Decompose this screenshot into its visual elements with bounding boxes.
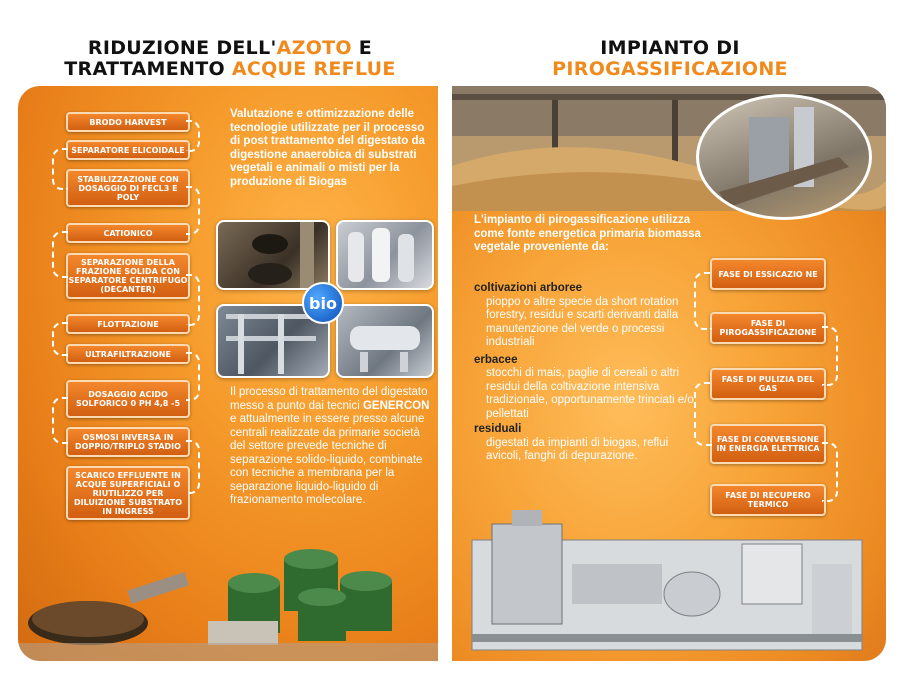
biomass-sources: [474, 282, 704, 464]
flow-connector: [186, 120, 200, 152]
section-body: digestati da impianti di biogas, reflui avicoli, fanghi di depurazione.: [486, 436, 669, 462]
left-title: [40, 38, 420, 80]
phase-connector: [822, 442, 838, 502]
flow-step: STABILIZZAZIONE CON DOSAGGIO DI FECL3 E POLY: [66, 169, 190, 207]
flow-step: CATIONICO: [66, 223, 190, 243]
right-intro-text: L'impianto di pirogassificazione utilizza come fonte energetica primaria biomassa vegetale proveniente da:: [474, 214, 701, 253]
body-text-part: Il processo di trattamento del digestato messo a punto dai tecnici: [230, 386, 428, 412]
right-title-line2: PIROGASSIFICAZIONE: [552, 58, 788, 80]
phase-connector: [694, 272, 712, 330]
left-body-text: [230, 386, 430, 508]
left-title-accent: AZOTO: [276, 37, 352, 59]
biogas-plant-illustration: [18, 511, 438, 661]
pipe-photo: [216, 220, 330, 290]
flow-connector: [52, 148, 68, 190]
right-panel: [452, 86, 886, 661]
left-panel: [18, 86, 438, 661]
flow-step: ULTRAFILTRAZIONE: [66, 344, 190, 364]
section-heading: residuali: [474, 423, 522, 435]
flow-step: FLOTTAZIONE: [66, 314, 190, 334]
section-body: stocchi di mais, paglie di cereali o altri residui della coltivazione intensiva tradizionale, opportunamente trinciati e/o pellettati: [486, 367, 694, 420]
phase-box: FASE DI ESSICAZIO NE: [710, 258, 826, 290]
flow-connector: [186, 274, 200, 326]
flow-step: DOSAGGIO ACIDO SOLFORICO 0 PH 4,8 -5: [66, 380, 190, 418]
section-heading: coltivazioni arboree: [474, 282, 583, 294]
section-heading: erbacee: [474, 353, 518, 366]
equipment-photo: [336, 304, 434, 378]
right-title: [470, 38, 870, 80]
gasifier-machine-illustration: [452, 504, 886, 661]
flow-connector: [52, 322, 68, 356]
phase-box: FASE DI PULIZIA DEL GAS: [710, 368, 826, 400]
flow-connector: [52, 231, 68, 278]
left-title-part: RIDUZIONE DELL': [87, 37, 277, 59]
flow-step: SEPARAZIONE DELLA FRAZIONE SOLIDA CON SEPARATORE CENTRIFUGO (DECANTER): [66, 253, 190, 299]
plant-inset-photo: [696, 94, 872, 220]
flow-step: OSMOSI INVERSA IN DOPPIO/TRIPLO STADIO: [66, 427, 190, 457]
left-title-part: E: [351, 37, 373, 59]
phase-box: FASE DI CONVERSIONE IN ENERGIA ELETTRICA: [710, 424, 826, 464]
right-title-line1: IMPIANTO DI: [600, 37, 740, 59]
flow-connector: [52, 397, 68, 444]
flow-step: SEPARATORE ELICOIDALE: [66, 140, 190, 160]
flow-connector: [186, 352, 200, 401]
body-text-part: e attualmente in essere presso alcune centrali realizzate da primarie società del settore prevede tecniche di separazione solido-liquido, combinate con tecniche a membrana per la separazione liquido-liquido di frazionamento molecolare.: [230, 413, 425, 506]
left-title-part: TRATTAMENTO: [64, 58, 232, 80]
left-title-accent: ACQUE REFLUE: [231, 58, 396, 80]
bio-badge: bio: [302, 282, 344, 324]
phase-connector: [822, 326, 838, 386]
tanks-photo: [336, 220, 434, 290]
phase-box: FASE DI RECUPERO TERMICO: [710, 484, 826, 516]
phase-box: FASE DI PIROGASSIFICAZIONE: [710, 312, 826, 344]
flow-connector: [186, 440, 200, 494]
flow-step: SCARICO EFFLUENTE IN ACQUE SUPERFICIALI O RIUTILIZZO PER DILUIZIONE SUBSTRATO IN INGRESS: [66, 466, 190, 520]
flow-step: BRODO HARVEST: [66, 112, 190, 132]
section-body: pioppo o altre specie da short rotation forestry, residui e scarti derivanti dalla manutenzione del verde o processi industriali: [486, 295, 679, 348]
brand-name: GENERCON: [362, 399, 430, 412]
left-intro-text: Valutazione e ottimizzazione delle tecnologie utilizzate per il processo di post trattamento del digestato da digestione anaerobica di substrati vegetali e animali o misti per la produzione di Biogas: [230, 108, 425, 188]
flow-connector: [186, 186, 200, 235]
phase-connector: [694, 382, 712, 446]
